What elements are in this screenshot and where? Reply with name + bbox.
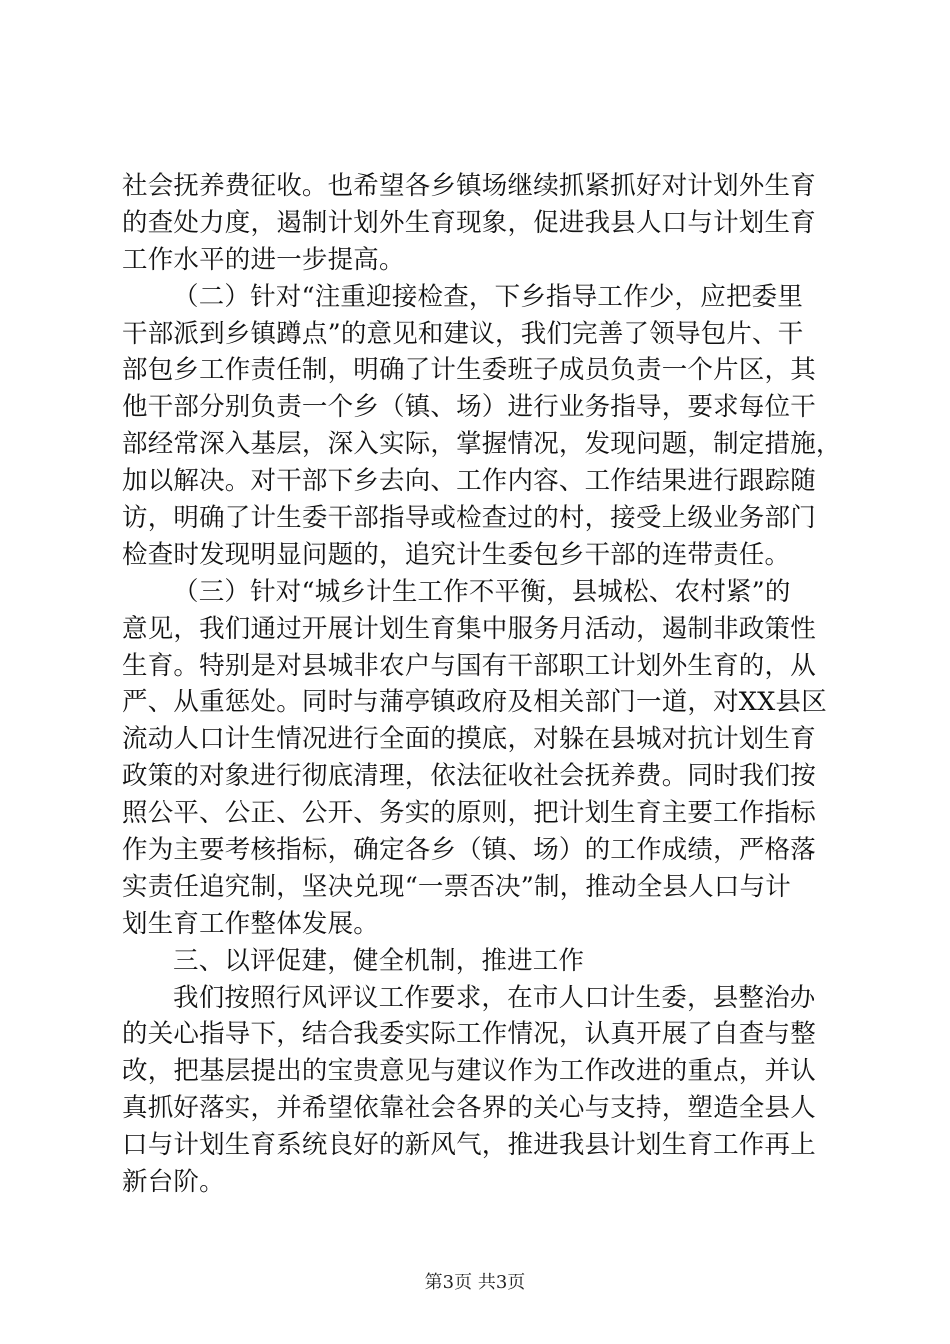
document-body [122,168,842,1201]
text-line: 干部派到乡镇蹲点”的意见和建议，我们完善了领导包片、干 [122,318,804,349]
paragraph-start-line: （三）针对“城乡计生工作不平衡，县城松、农村紧”的 [173,576,791,607]
text-line: 社会抚养费征收。也希望各乡镇场继续抓紧抓好对计划外生育 [122,171,816,201]
text-line: 严、从重惩处。同时与蒲亭镇政府及相关部门一道，对XX县区 [122,687,827,718]
text-line: 的关心指导下，结合我委实际工作情况，认真开展了自查与整 [122,1019,816,1050]
paragraph-start-line: 我们按照行风评议工作要求，在市人口计生委，县整治办 [173,982,816,1013]
text-line: 工作水平的进一步提高。 [122,244,405,275]
text-line: 生育。特别是对县城非农户与国有干部职工计划外生育的，从 [122,650,816,681]
paragraph-start-line: （二）针对“注重迎接检查，下乡指导工作少，应把委里 [173,281,804,312]
text-line: 作为主要考核指标，确定各乡（镇、场）的工作成绩，严格落 [122,835,816,866]
text-line: 流动人口计生情况进行全面的摸底，对躲在县城对抗计划生育 [122,724,816,755]
text-line: 检查时发现明显问题的，追究计生委包乡干部的连带责任。 [122,539,791,570]
text-line: 新台阶。 [122,1167,225,1198]
text-line: 划生育工作整体发展。 [122,908,380,939]
text-line: 实责任追究制，坚决兑现“一票否决”制，推动全县人口与计 [122,871,791,902]
page-number-footer: 第3页 共3页 [424,1272,526,1293]
text-line: 的查处力度，遏制计划外生育现象，促进我县人口与计划生育 [122,207,816,238]
text-line: 访，明确了计生委干部指导或检查过的村，接受上级业务部门 [122,503,816,534]
text-line: 意见，我们通过开展计划生育集中服务月活动，遏制非政策性 [122,613,816,644]
text-line: 政策的对象进行彻底清理，依法征收社会抚养费。同时我们按 [122,761,816,792]
text-line: 他干部分别负责一个乡（镇、场）进行业务指导，要求每位干 [122,392,816,423]
text-line: 口与计划生育系统良好的新风气，推进我县计划生育工作再上 [122,1130,816,1161]
text-line: 真抓好落实，并希望依靠社会各界的关心与支持，塑造全县人 [122,1093,816,1124]
text-line: 加以解决。对干部下乡去向、工作内容、工作结果进行跟踪随 [122,466,816,497]
section-heading: 三、以评促建，健全机制，推进工作 [173,945,585,976]
text-line: 部经常深入基层，深入实际，掌握情况，发现问题，制定措施， [122,429,842,460]
text-line: 部包乡工作责任制，明确了计生委班子成员负责一个片区，其 [122,355,816,386]
text-line: 照公平、公正、公开、务实的原则，把计划生育主要工作指标 [122,798,816,829]
text-line: 改，把基层提出的宝贵意见与建议作为工作改进的重点，并认 [122,1056,816,1087]
